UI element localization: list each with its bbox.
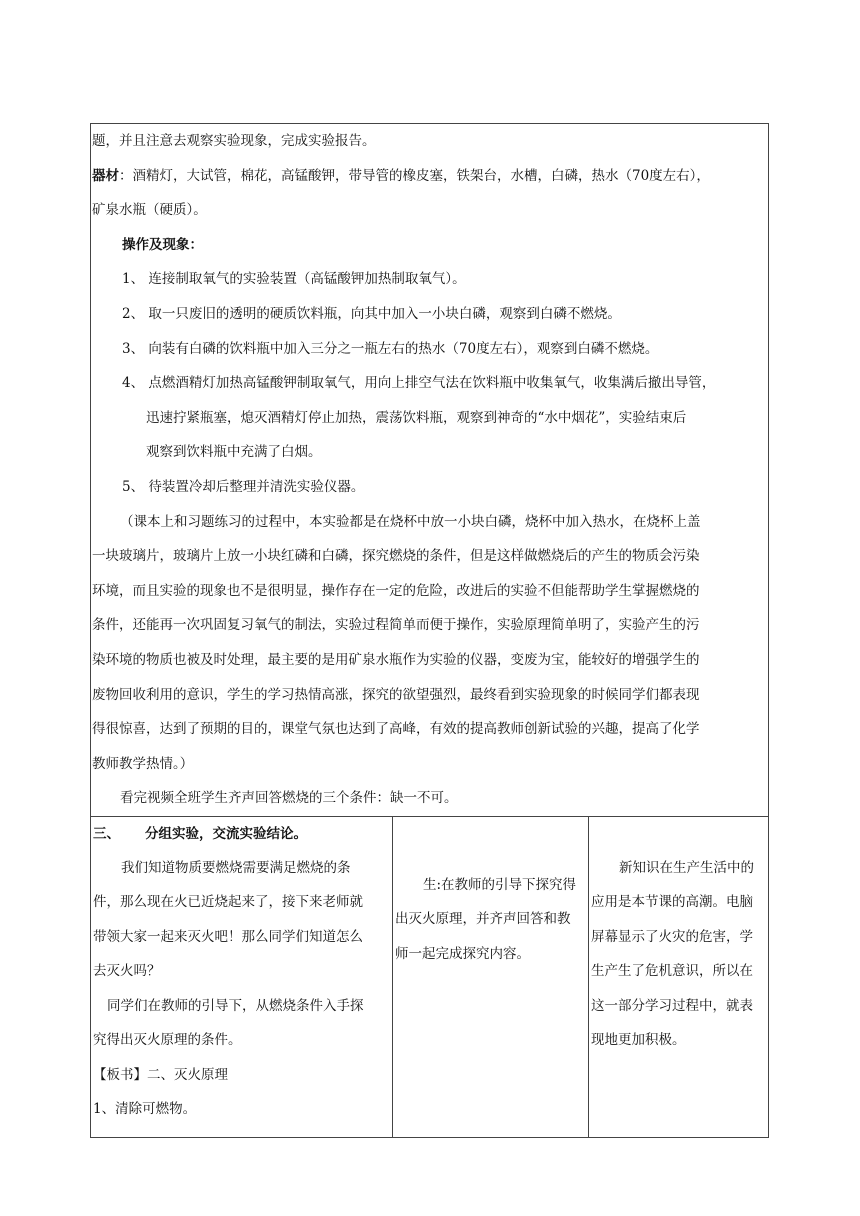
paragraph-line: 师一起完成探究内容。 [395,945,530,962]
step-number: 1、 [122,271,145,288]
note-line: 教师教学热情。） [92,755,194,772]
paragraph-line: 去灭火吗？ [93,963,161,980]
note-line: 染环境的物质也被及时处理，最主要的是用矿泉水瓶作为实验的仪器，变废为宝，能较好的增强学生的 [92,651,700,668]
paragraph-line: 生:在教师的引导下探究得 [423,876,577,893]
paragraph-line: 应用是本节课的高潮。电脑 [591,894,753,911]
experiment-description-cell [91,124,769,817]
step-number: 5、 [122,478,145,495]
paragraph-line: 现地更加积极。 [591,1032,686,1049]
note-line: 得很惊喜，达到了预期的目的，课堂气氛也达到了高峰，有效的提高教师创新试验的兴趣，提高了化学 [92,721,700,738]
paragraph-line: 出灭火原理，并齐声回答和教 [395,911,571,928]
section-title: 分组实验，交流实验结论。 [145,825,307,842]
intro-line: 题，并且注意去观察实验现象，完成实验报告。 [92,133,376,149]
step-3 [92,332,767,367]
teacher-activity-text [93,851,390,1127]
note-line: （课本上和习题练习的过程中，本实验都是在烧杯中放一小块白磷，烧杯中加入热水，在烧杯上盖 [120,513,701,530]
note-line: 废物回收利用的意识，学生的学习热情高涨，探究的欲望强烈，最终看到实验现象的时候同学们都表现 [92,686,700,703]
paragraph-line: 生产生了危机意识，所以在 [591,963,753,980]
paragraph-line: 件，那么现在火已近烧起来了，接下来老师就 [93,894,363,911]
step-text: 待装置冷却后整理并清洗实验仪器。 [148,478,365,495]
step-2 [92,297,767,332]
teacher-activity-cell [91,816,393,1137]
materials-line-2: 矿泉水瓶（硬质）。 [92,202,207,219]
note-line: 条件，还能再一次巩固复习氧气的制法，实验过程简单而便于操作，实验原理简单明了，实验产生的污 [92,617,700,634]
closing-line: 看完视频全班学生齐声回答燃烧的三个条件：缺一不可。 [120,790,458,807]
student-activity-cell [393,816,589,1137]
materials-label: 器材 [92,167,119,184]
step-number: 3、 [122,340,145,357]
step-text: 向装有白磷的饮料瓶中加入三分之一瓶左右的热水（70度左右），观察到白磷不燃烧。 [148,340,659,357]
lesson-plan-table [90,123,769,1138]
step-text: 点燃酒精灯加热高锰酸钾制取氧气，用向上排空气法在饮料瓶中收集氧气，收集满后撤出导管， [148,375,716,392]
step-4-continued: 迅速拧紧瓶塞，熄灭酒精灯停止加热，震荡饮料瓶，观察到神奇的“水中烟花”，实验结束后 [146,409,687,426]
section-number: 三、 [93,825,120,842]
paragraph-line: 我们知道物质要燃烧需要满足燃烧的条 [121,859,351,876]
step-5 [92,470,767,505]
materials-text: ：酒精灯，大试管，棉花，高锰酸钾，带导管的橡皮塞，铁架台，水槽，白磷，热水（70度左右）， [119,167,710,184]
paragraph-line: 究得出灭火原理的条件。 [93,1032,242,1049]
paragraph-line: 同学们在教师的引导下，从燃烧条件入手探 [107,997,364,1014]
step-number: 2、 [122,305,145,322]
blackboard-line: 【板书】二、灭火原理 [93,1066,228,1083]
student-activity-text [395,817,586,972]
step-number: 4、 [122,375,145,392]
design-intent-cell [589,816,769,1137]
blackboard-line: 1、清除可燃物。 [93,1101,197,1118]
step-4-continued-2: 观察到饮料瓶中充满了白烟。 [146,444,322,461]
materials-line [92,159,767,194]
operations-heading: 操作及现象： [122,236,203,253]
step-text: 取一只废旧的透明的硬质饮料瓶，向其中加入一小块白磷，观察到白磷不燃烧。 [148,305,621,322]
paragraph-line: 屏幕显示了火灾的危害，学 [591,928,753,945]
step-text: 连接制取氧气的实验装置（高锰酸钾加热制取氧气）。 [148,271,466,288]
section-three-row [91,816,769,1137]
paragraph-line: 带领大家一起来灭火吧！那么同学们知道怎么 [93,928,363,945]
paragraph-line: 新知识在生产生活中的 [619,859,754,876]
design-intent-text [591,817,766,1058]
paragraph-line: 这一部分学习过程中，就表 [591,997,753,1014]
experiment-description-row [91,124,769,817]
note-line: 环境，而且实验的现象也不是很明显，操作存在一定的危险，改进后的实验不但能帮助学生掌握燃烧的 [92,582,700,599]
section-heading [93,817,390,851]
note-line: 一块玻璃片，玻璃片上放一小块红磷和白磷，探究燃烧的条件，但是这样做燃烧后的产生的物质会污染 [92,548,700,565]
step-1 [92,262,767,297]
step-4 [92,366,767,401]
